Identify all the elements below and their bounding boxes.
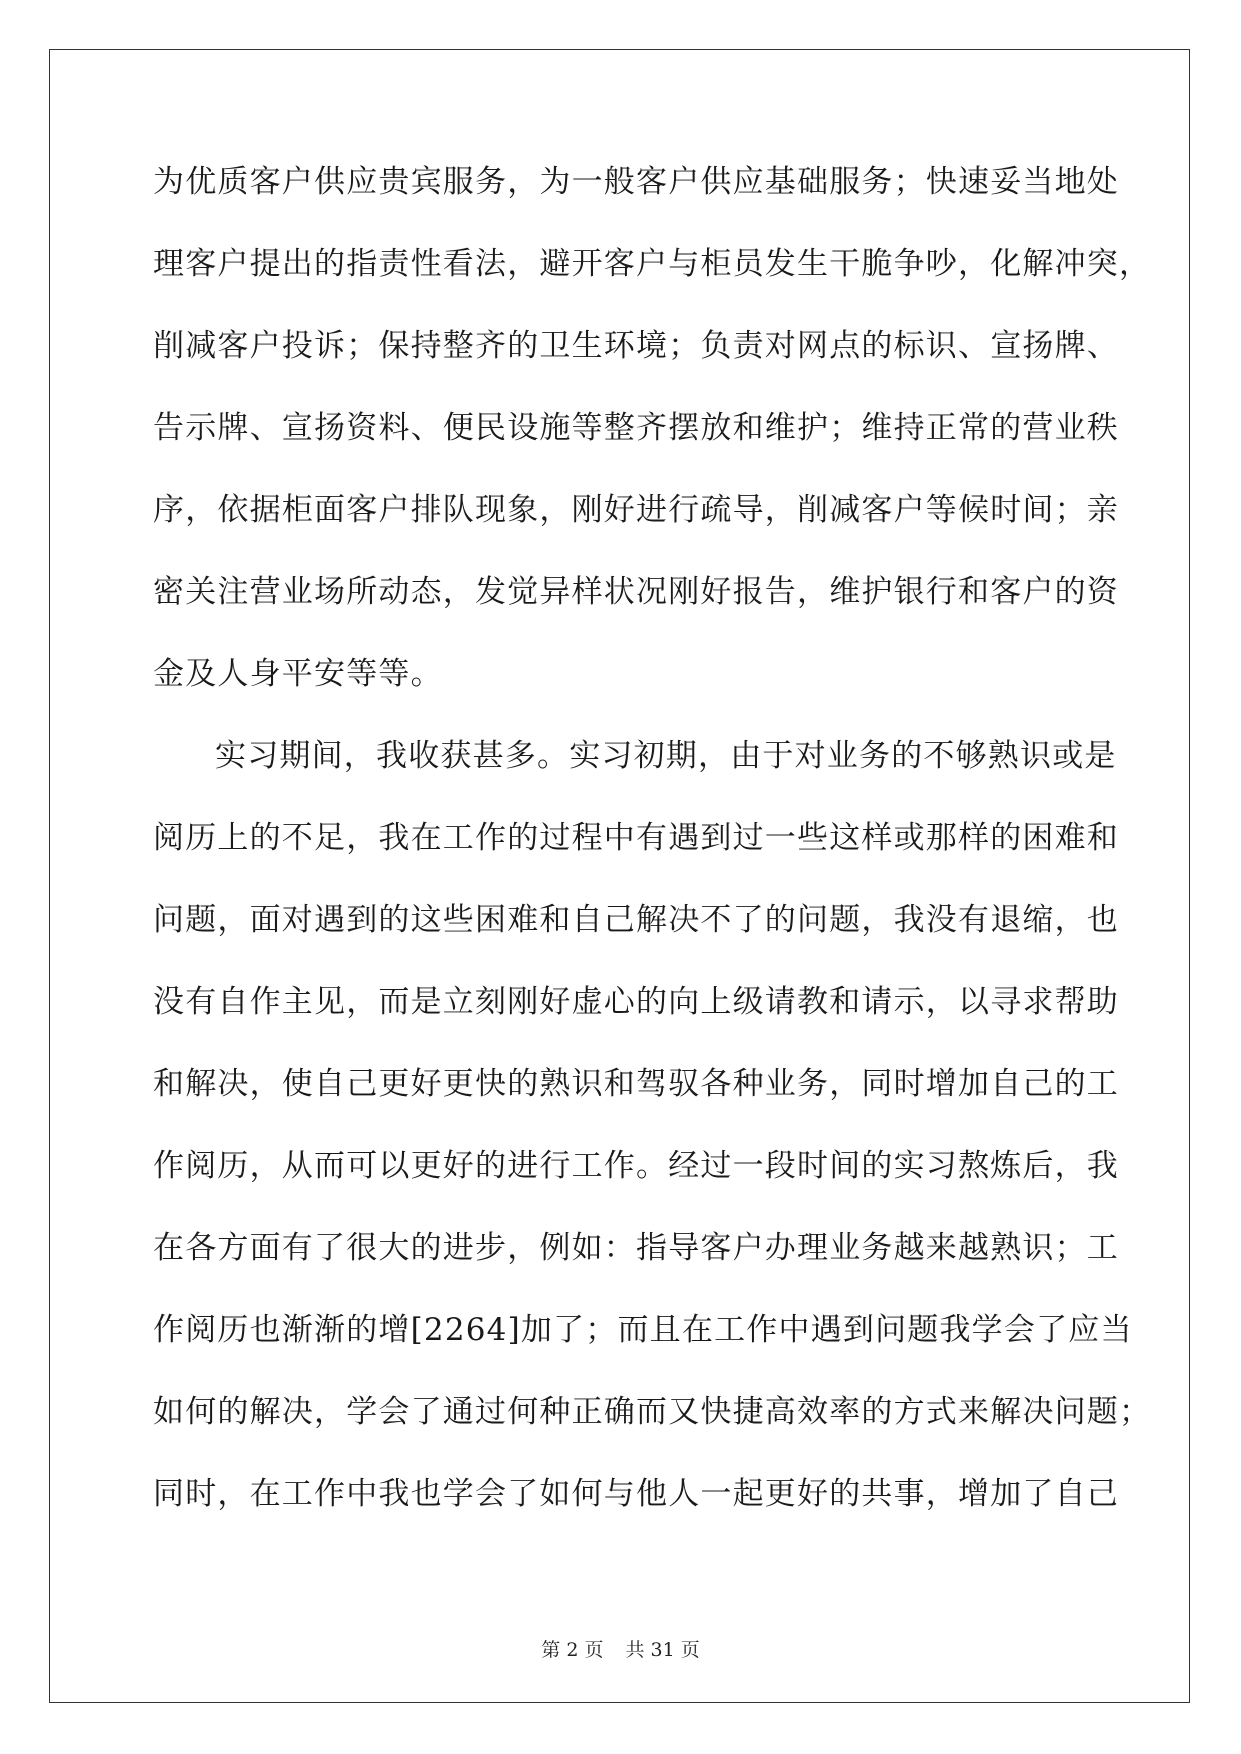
page-total: 共 31 页	[625, 1639, 700, 1661]
text-line: 为优质客户供应贵宾服务，为一般客户供应基础服务；快速妥当地处	[153, 164, 1119, 200]
text-line: 阅历上的不足，我在工作的过程中有遇到过一些这样或那样的困难和	[153, 820, 1119, 856]
text-line: 和解决，使自己更好更快的熟识和驾驭各种业务，同时增加自己的工	[153, 1066, 1119, 1102]
text-line: 金及人身平安等等。	[153, 656, 443, 692]
document-body	[153, 158, 1152, 1552]
text-line: 告示牌、宣扬资料、便民设施等整齐摆放和维护；维持正常的营业秩	[153, 410, 1119, 446]
page-number: 第 2 页	[541, 1639, 604, 1661]
text-line: 如何的解决，学会了通过何种正确而又快捷高效率的方式来解决问题；	[153, 1394, 1152, 1430]
text-line: 在各方面有了很大的进步，例如：指导客户办理业务越来越熟识；工	[153, 1230, 1119, 1266]
text-line: 问题，面对遇到的这些困难和自己解决不了的问题，我没有退缩，也	[153, 902, 1119, 938]
text-line: 理客户提出的指责性看法，避开客户与柜员发生干脆争吵，化解冲突，	[153, 246, 1152, 282]
text-line: 序，依据柜面客户排队现象，刚好进行疏导，削减客户等候时间；亲	[153, 492, 1119, 528]
text-line: 削减客户投诉；保持整齐的卫生环境；负责对网点的标识、宣扬牌、	[153, 328, 1119, 364]
text-line: 密关注营业场所动态，发觉异样状况刚好报告，维护银行和客户的资	[153, 574, 1119, 610]
text-line: 同时，在工作中我也学会了如何与他人一起更好的共事，增加了自己	[153, 1476, 1119, 1512]
text-line-paragraph-start: 实习期间，我收获甚多。实习初期，由于对业务的不够熟识或是	[215, 738, 1117, 774]
text-line: 作阅历也渐渐的增[2264]加了；而且在工作中遇到问题我学会了应当	[153, 1312, 1133, 1348]
page-footer	[0, 1635, 1241, 1662]
text-line: 没有自作主见，而是立刻刚好虚心的向上级请教和请示，以寻求帮助	[153, 984, 1119, 1020]
text-line: 作阅历，从而可以更好的进行工作。经过一段时间的实习熬炼后，我	[153, 1148, 1119, 1184]
